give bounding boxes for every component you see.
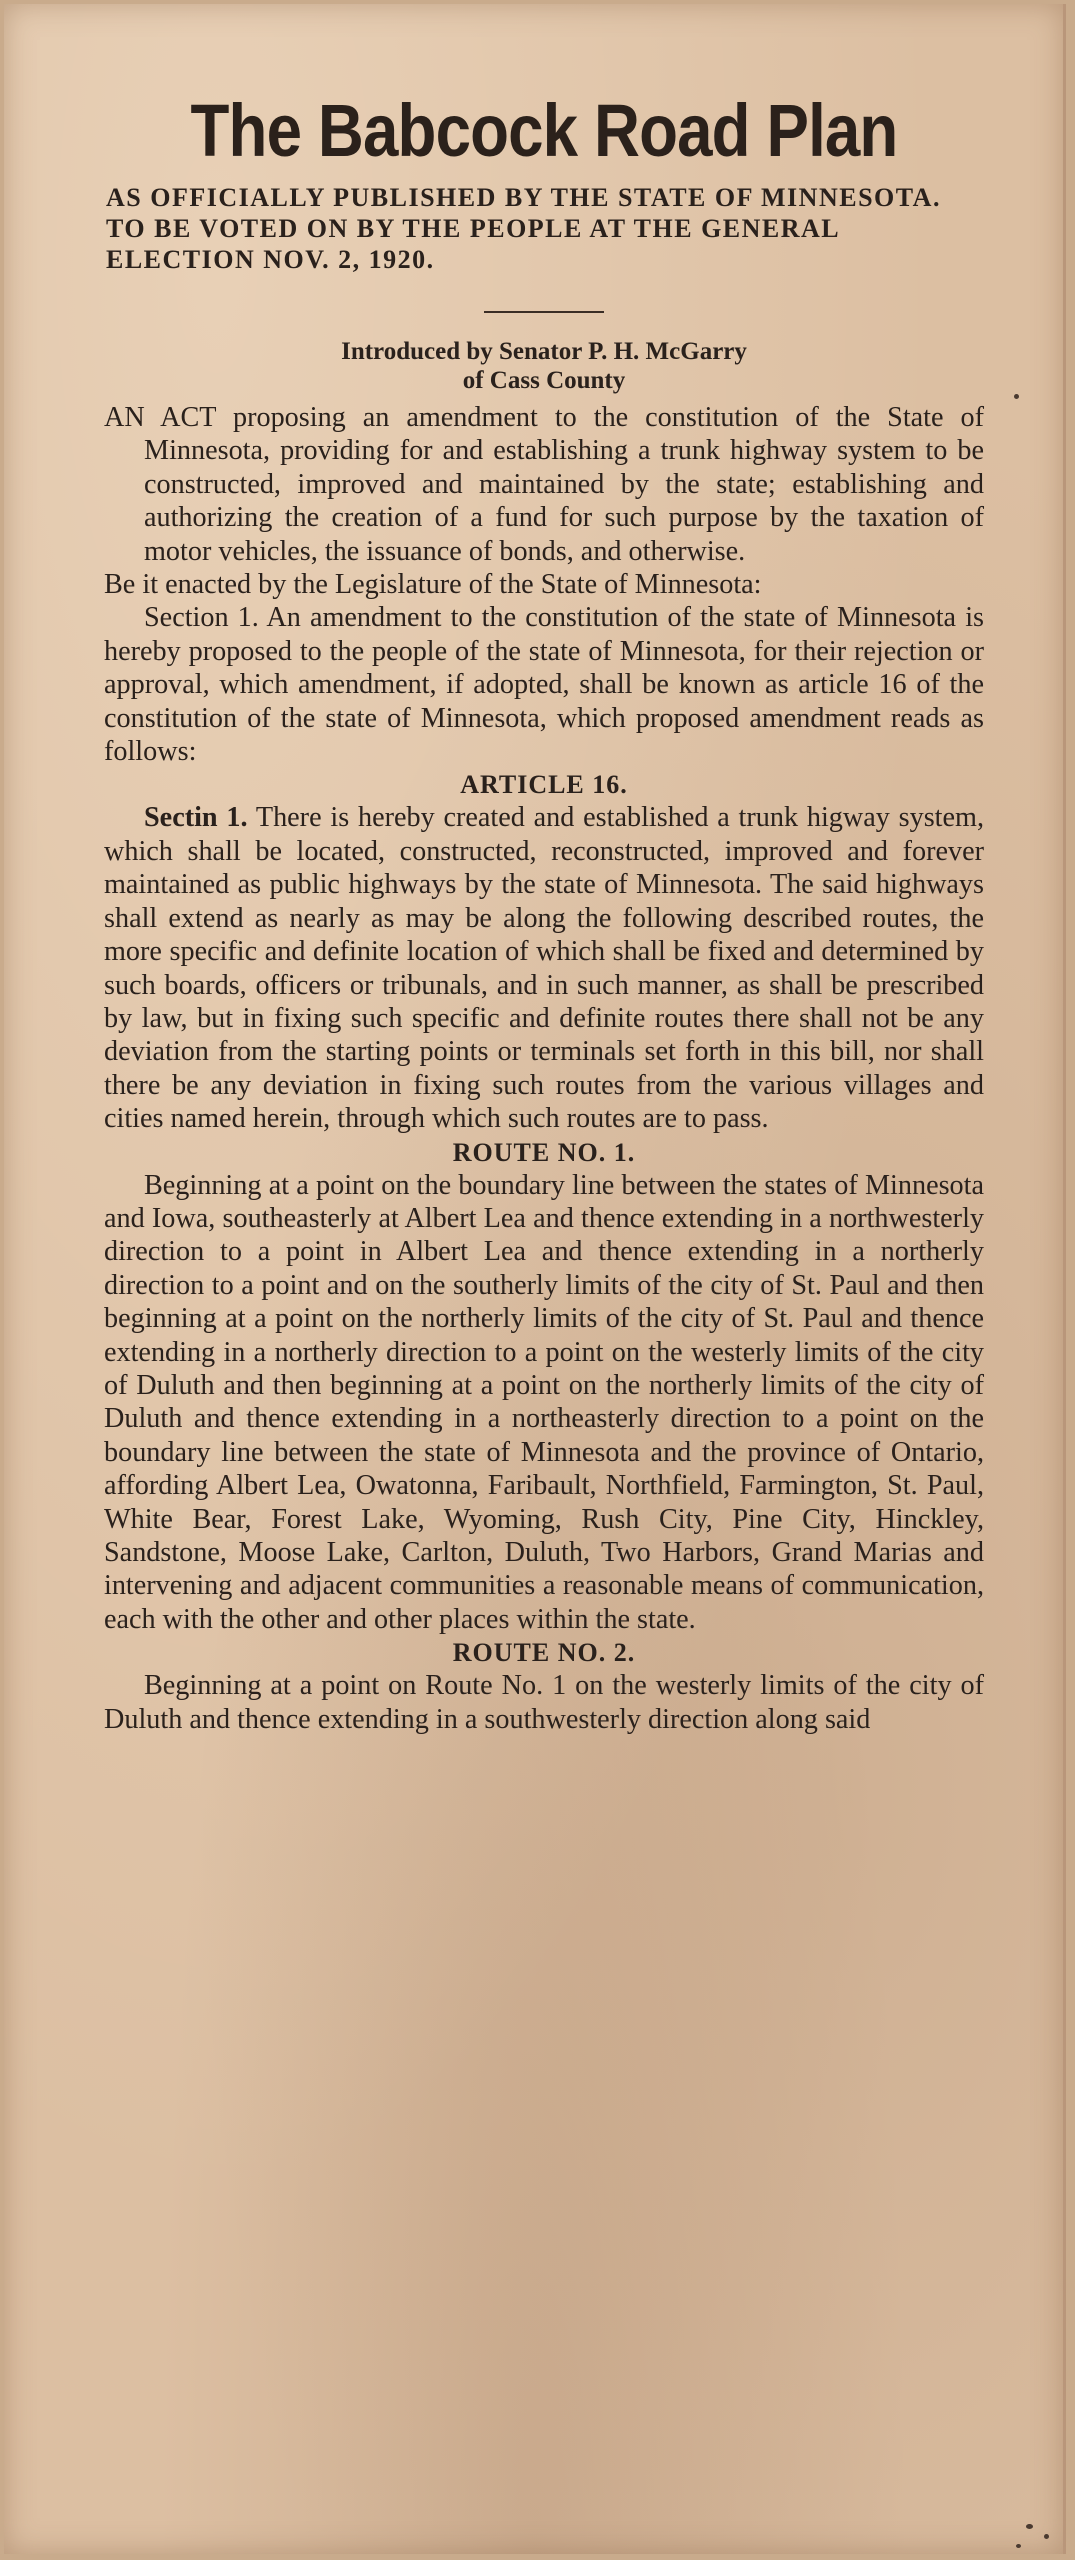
article-section-text: There is hereby created and established a trunk higway system, which shall be located, constructed, reconstructed, improved and forever maintained as public highways by the state of Minnesota. The said highways shall extend as nearly as may be along the following described routes, the more specific and definite location of which shall be fixed and determined by such boards, officers or tribunals, and in such manner, as shall be prescribed by law, but in fixing such specific and definite routes there shall not be any deviation from the starting points or terminals set forth in this bill, nor shall there be any deviation in fixing such routes from the various villages and cities named herein, through which such routes are to pass. [104,802,984,1135]
document-title: The Babcock Road Plan [190,89,898,172]
document-subtitle: AS OFFICIALLY PUBLISHED BY THE STATE OF MINNESOTA. TO BE VOTED ON BY THE PEOPLE AT THE GENERAL ELECTION NOV. 2, 1920. [106,183,941,274]
act-paragraph: AN ACT proposing an amendment to the constitution of the State of Minnesota, providing for and establishing a trunk highway system to be constructed, improved and maintained by the state; establishing and authorizing the creation of a fund for such purpose by the taxation of motor vehicles, the issuance of bonds, and otherwise. [104,402,984,567]
divider-rule [484,311,604,313]
article-section-paragraph [104,801,984,1135]
document-body [104,89,984,1736]
article-section-label: Sectin 1. [144,802,248,834]
route-1-heading: ROUTE NO. 1. [452,1137,636,1167]
article-heading: ARTICLE 16. [460,770,628,800]
document-sheet [4,4,1066,2554]
introduced-by: Introduced by Senator P. H. McGarry [341,338,747,365]
route-2-heading: ROUTE NO. 2. [452,1638,636,1668]
enacted-paragraph: Be it enacted by the Legislature of the State of Minnesota: [104,569,762,601]
route-1-paragraph: Beginning at a point on the boundary line between the states of Minnesota and Iowa, southeasterly at Albert Lea and thence extending in a northwesterly direction to a point in Albert Lea and thence extending in a northerly direction to a point and on the southerly limits of the city of St. Paul and then beginning at a point on the northerly limits of the city of St. Paul and thence extending in a northerly direction to a point on the westerly limits of the city of Duluth and then beginning at a point on the northerly limits of the city of Duluth and thence extending in a northeasterly direction to a point on the boundary line between the state of Minnesota and the province of Ontario, affording Albert Lea, Owatonna, Faribault, Northfield, Farmington, St. Paul, White Bear, Forest Lake, Wyoming, Rush City, Pine City, Hinckley, Sandstone, Moose Lake, Carlton, Duluth, Two Harbors, Grand Marias and intervening and adjacent communities a reasonable means of communication, each with the other and other places within the state. [104,1169,984,1635]
introduced-county: of Cass County [462,367,626,394]
section-1-paragraph: Section 1. An amendment to the constitution of the state of Minnesota is hereby proposed to the people of the state of Minnesota, for their rejection or approval, which amendment, if adopted, shall be known as article 16 of the constitution of the state of Minnesota, which proposed amendment reads as follows: [104,602,984,768]
route-2-paragraph: Beginning at a point on Route No. 1 on the westerly limits of the city of Duluth and thence extending in a southwesterly direction along said [104,1670,984,1735]
